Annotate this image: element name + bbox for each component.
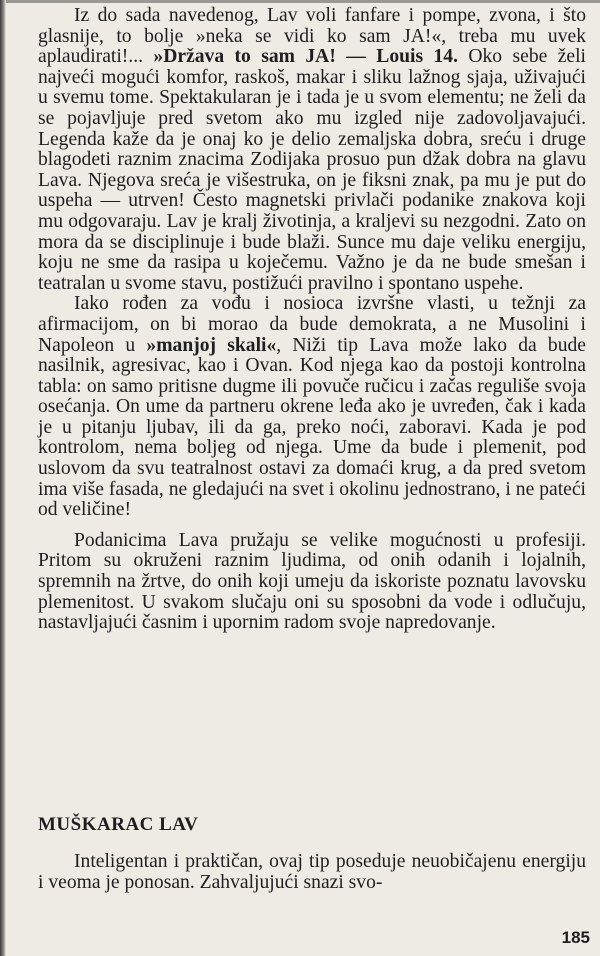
paragraph-4: Inteligentan i praktičan, ovaj tip poseduje neuobičajenu energiju i veoma je ponosan. Zahvaljujući snazi svo- (38, 851, 586, 893)
paragraph-1 (38, 6, 586, 294)
page-binding-edge (0, 0, 6, 956)
section-body (38, 852, 586, 893)
bold-phrase: »Država to sam JA! — Louis 14. (153, 46, 458, 68)
page-top-edge (0, 0, 600, 3)
bold-phrase: »manjoj skali« (146, 334, 277, 356)
text-run: Iako rođen za vođu i nosioca izvršne vlasti, u težnji za afirmacijom, on bi morao da bude demokrata, a ne Musolini i Napoleon u (38, 293, 586, 356)
body-text (38, 6, 586, 634)
page-number: 185 (561, 928, 590, 947)
section-heading: MUŠKARAC LAV (38, 814, 199, 835)
text-run: Oko sebe želi najveći mogući komfor, raskoš, makar i sliku lažnog sjaja, uživajući u svemu tome. Spektakularan je i tada je u svom elementu; ne želi da se pojavljuje pred svetom ako mu izgled nije zadovoljavajući. Legenda kaže da je onaj ko je delio zemaljska dobra, sreću i druge blagodeti raznim znacima Zodijaka prosuo pun džak dobra na glavu Lava. Njegova sreća je višestruka, on je fiksni znak, pa mu je put do uspeha — utrven! Često magnetski privlači podanike znakova koji mu odgovaraju. Lav je kralj životinja, a kraljevi su nezgodni. Zato on mora da se disciplinuje i bude blaži. Sunce mu daje veliku energiju, koju ne sme da rasipa u koječemu. Važno je da ne bude smešan i teatralan u svome stavu, postižući pravilno i spontano uspehe. (38, 46, 586, 294)
text-run: Iz do sada navedenog, Lav voli fanfare i pompe, zvona, i što glasnije, to bolje »neka se vidi ko sam JA!«, treba mu uvek aplaudirati!... (38, 5, 586, 68)
paragraph-2 (38, 294, 586, 521)
text-run: , Niži tip Lava može lako da bude nasilnik, agresivac, kao i Ovan. Kod njega kao da postoji kontrolna tabla: on samo pritisne dugme ili povuče ručicu i začas reguliše svoja osećanja. On ume da partneru okrene leđa ako je uvređen, čak i kada je u pitanju ljubav, ili da ga, preko noći, zaboravi. Kada je pod kontrolom, nema boljeg od njega. Ume da bude i plemenit, pod uslovom da svu teatralnost ostavi za domaći krug, a da pred svetom ima više fasada, ne gledajući na svet i okolinu jednostrano, i ne pateći od veličine! (38, 334, 587, 521)
text-run: Podanicima Lava pružaju se velike mogućnosti u profesiji. Pritom su okruženi raznim ljudima, od onih odanih i lojalnih, spremnih na žrtve, do onih koji umeju da iskoriste poznatu lavovsku plemenitost. U svakom slučaju oni su sposobni da vode i odlučuju, nastavljajući časnim i upornim radom svoje napredovanje. (38, 529, 586, 634)
paragraph-3 (38, 531, 586, 634)
